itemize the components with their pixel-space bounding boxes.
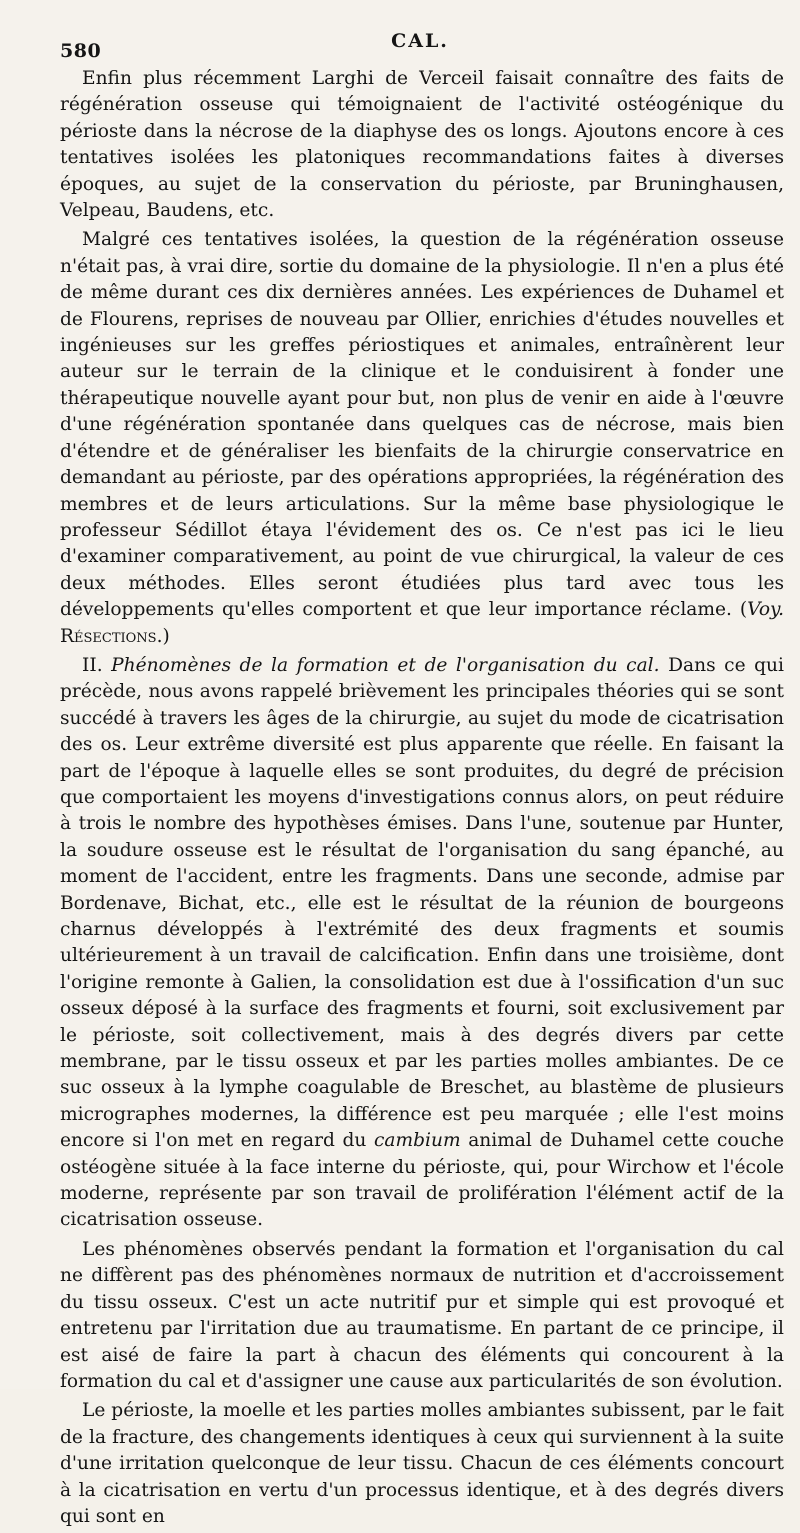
paragraph-1: Enfin plus récemment Larghi de Verceil faisait connaître des faits de régénération osseuse qui témoignaient de l'activité ostéogénique du périoste dans la nécrose de la diaphyse des os longs. Ajoutons encore à ces tentatives isolées les platoniques recommandations faites à diverses époques, au sujet de la conservation du périoste, par Bruninghausen, Velpeau, Baudens, etc. bbox=[60, 68, 784, 222]
resections-reference: Résections bbox=[60, 625, 157, 647]
paragraph-5: Le périoste, la moelle et les parties molles ambiantes subissent, par le fait de la fracture, des changements identiques à ceux qui surviennent à la suite d'une irritation quelconque de leur tissu. Chacun de ces éléments concourt à la cicatrisation en vertu d'un processus identique, et à des degrés divers qui sont en bbox=[60, 1400, 784, 1527]
paragraph-4: Les phénomènes observés pendant la formation et l'organisation du cal ne diffèrent pas des phénomènes normaux de nutrition et d'accroissement du tissu osseux. C'est un acte nutritif pur et simple qui est provoqué et entretenu par l'irritation due au traumatisme. En partant de ce principe, il est aisé de faire la part à chacun des éléments qui concourent à la formation du cal et d'assigner une cause aux particularités de son évolution. bbox=[60, 1238, 784, 1392]
paragraph-2-end: .) bbox=[156, 625, 170, 647]
page-header bbox=[60, 30, 780, 60]
running-title: CAL. bbox=[391, 30, 449, 52]
voy-abbreviation: Voy. bbox=[747, 599, 784, 621]
paragraph-2-text: Malgré ces tentatives isolées, la question de la régénération osseuse n'était pas, à vrai dire, sortie du domaine de la physiologie. Il n'en a plus été de même durant ces dix dernières années. Les expériences de Duhamel et de Flourens, reprises de nouveau par Ollier, enrichies d'études nouvelles et ingénieuses sur les greffes périostiques et animales, entraînèrent leur auteur sur le terrain de la clinique et le conduisirent à fonder une thérapeutique nouvelle ayant pour but, non plus de venir en aide à l'œuvre d'une régénération spontanée dans quelques cas de nécrose, mais bien d'étendre et de généraliser les bienfaits de la chirurgie conservatrice en demandant au périoste, par des opérations appropriées, la régénération des membres et de leurs articulations. Sur la même base physiologique le professeur Sédillot étaya l'évidement des os. Ce n'est pas ici le lieu d'examiner comparativement, au point de vue chirurgical, la valeur de ces deux méthodes. Elles seront étudiées plus tard avec tous les développements qu'elles comportent et que leur importance réclame. ( bbox=[60, 229, 784, 621]
paragraph-3-text-b: animal de Duhamel cette couche ostéogène située à la face interne du périoste, qui, pour Wirchow et l'école moderne, représente par son travail de prolifération l'élément actif de la cicatrisation osseuse. bbox=[60, 1130, 785, 1231]
paragraph-3-section bbox=[60, 653, 784, 1234]
section-number: II. bbox=[82, 654, 103, 676]
paragraph-3-text-a: Dans ce qui précède, nous avons rappelé brièvement les principales théories qui se sont succédé à travers les âges de la chirurgie, au sujet du mode de cicatrisation des os. Leur extrême diversité est plus apparente que réelle. En faisant la part de l'époque à laquelle elles se sont produites, du degré de précision que comportaient les moyens d'investigations connus alors, on peut réduire à trois le nombre des hypothèses émises. Dans l'une, soutenue par Hunter, la soudure osseuse est le résultat de l'organisation du sang épanché, au moment de l'accident, entre les fragments. Dans une seconde, admise par Bordenave, Bichat, etc., elle est le résultat de la réunion de bourgeons charnus développés à l'extrémité des deux fragments et soumis ultérieurement à un travail de calcification. Enfin dans une troisième, dont l'origine remonte à Galien, la consolidation est due à l'ossification d'un suc osseux déposé à la surface des fragments et fourni, soit exclusivement par le périoste, soit collectivement, mais à des degrés divers par cette membrane, par le tissu osseux et par les parties molles ambiantes. De ce suc osseux à la lymphe coagulable de Breschet, au blastème de plusieurs micrographes modernes, la différence est peu marquée ; elle l'est moins encore si l'on met en regard du bbox=[60, 654, 784, 1152]
section-heading: Phénomènes de la formation et de l'organisation du cal. bbox=[111, 654, 660, 676]
text-body bbox=[60, 66, 784, 1533]
paragraph-2 bbox=[60, 227, 784, 650]
cambium-term: cambium bbox=[374, 1130, 461, 1152]
page-number: 580 bbox=[60, 40, 102, 62]
